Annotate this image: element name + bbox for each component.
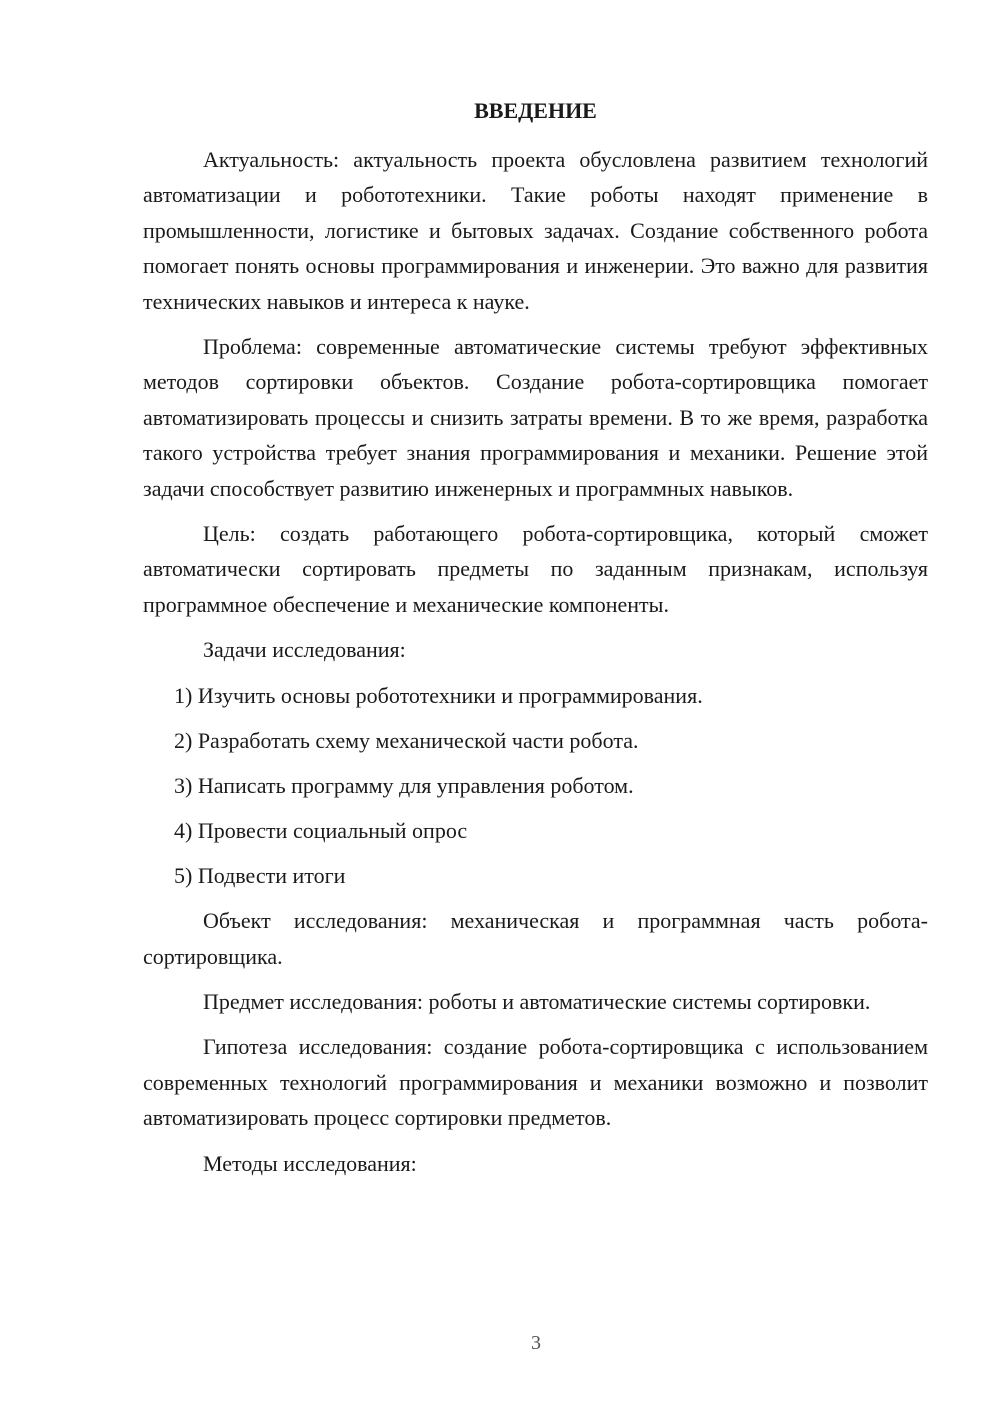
tasks-list bbox=[143, 678, 928, 893]
paragraph-object: Объект исследования: механическая и программная часть робота-сортировщика. bbox=[143, 908, 928, 969]
list-item: 4) Провести социальный опрос bbox=[174, 817, 468, 843]
paragraph-problem: Проблема: современные автоматические системы требуют эффективных методов сортировки объектов. Создание робота-сортировщика помогает автоматизировать процессы и снизить затраты времени. В то же время, разработка такого устройства требует знания программирования и механики. Решение этой задачи способствует развитию инженерных и программных навыков. bbox=[143, 334, 928, 501]
page-number: 3 bbox=[531, 1332, 541, 1354]
tasks-heading: Задачи исследования: bbox=[203, 637, 406, 663]
list-item: 3) Написать программу для управления роботом. bbox=[174, 772, 634, 798]
paragraph-subject: Предмет исследования: роботы и автоматические системы сортировки. bbox=[203, 988, 871, 1014]
paragraph-hypothesis: Гипотеза исследования: создание робота-сортировщика с использованием современных технологий программирования и механики возможно и позволит автоматизировать процесс сортировки предметов. bbox=[143, 1034, 928, 1131]
page-title: ВВЕДЕНИЕ bbox=[474, 98, 597, 123]
methods-heading: Методы исследования: bbox=[203, 1150, 417, 1176]
document-page bbox=[143, 96, 928, 1181]
paragraph-goal: Цель: создать работающего робота-сортировщика, который сможет автоматически сортировать предметы по заданным признакам, используя программное обеспечение и механические компоненты. bbox=[143, 521, 928, 617]
list-item: 2) Разработать схему механической части робота. bbox=[174, 727, 639, 753]
list-item: 5) Подвести итоги bbox=[174, 862, 346, 888]
paragraph-relevance: Актуальность: актуальность проекта обусловлена развитием технологий автоматизации и робототехники. Такие роботы находят применение в промышленности, логистике и бытовых задачах. Создание собственного робота помогает понять основы программирования и инженерии. Это важно для развития технических навыков и интереса к науке. bbox=[143, 147, 928, 314]
list-item: 1) Изучить основы робототехники и программирования. bbox=[174, 682, 703, 708]
